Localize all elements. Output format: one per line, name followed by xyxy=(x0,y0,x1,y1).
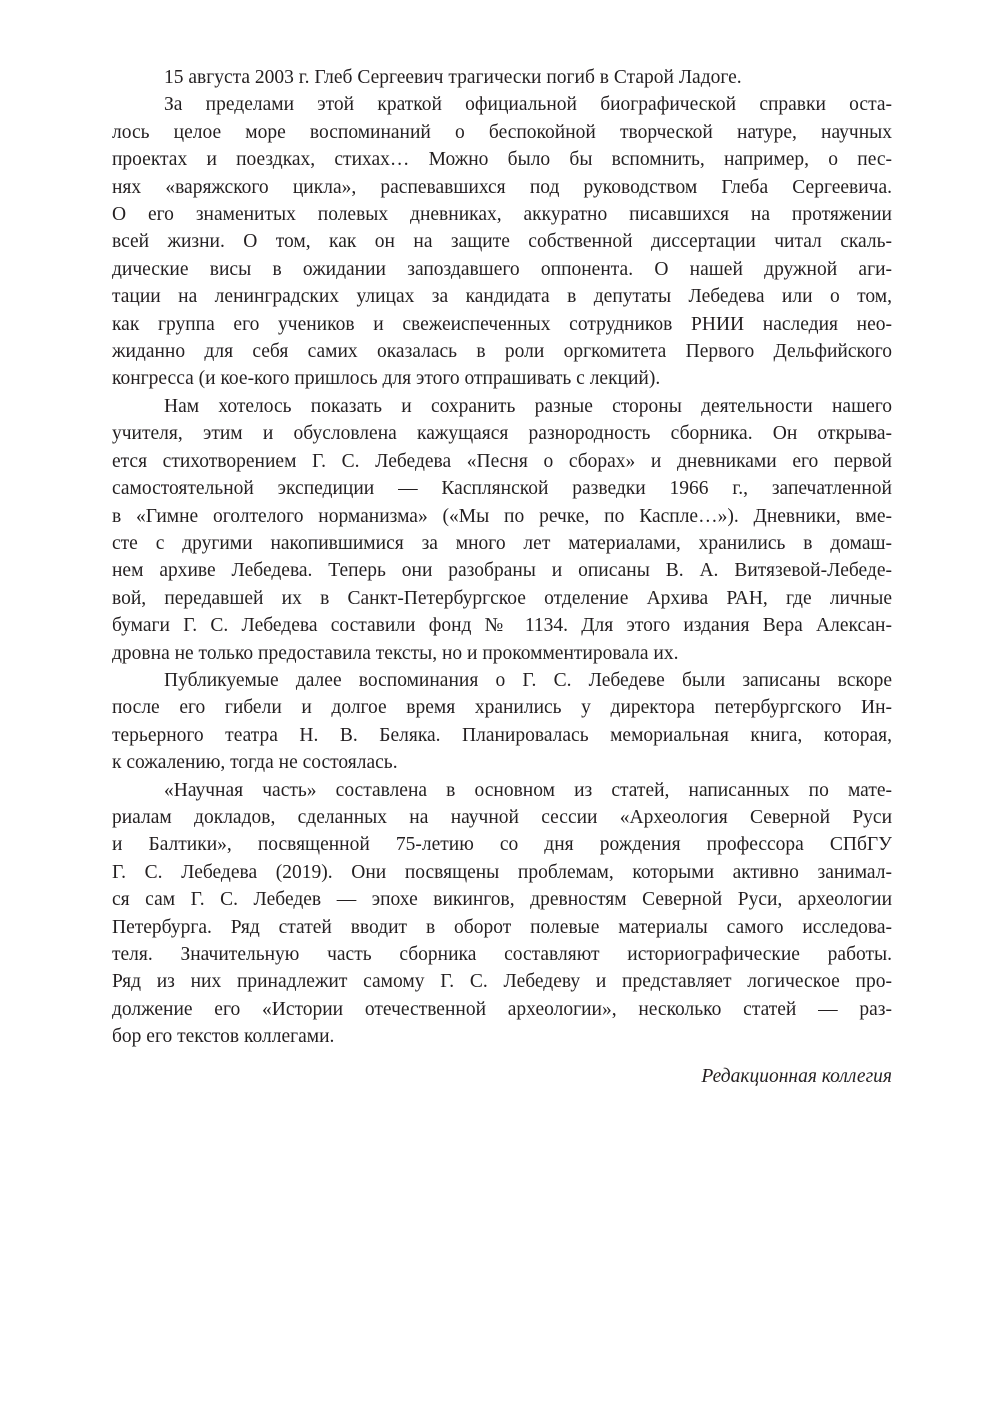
text-line: 15 августа 2003 г. Глеб Сергеевич трагически погиб в Старой Ладоге. xyxy=(164,67,742,88)
paragraph xyxy=(112,667,892,777)
text-line: Нам хотелось показать и сохранить разные стороны деятельности нашего xyxy=(164,395,892,417)
text-line: бор его текстов коллегами. xyxy=(112,1026,335,1048)
text-line: должение его «Истории отечественной археологии», несколько статей — раз- xyxy=(112,998,892,1020)
text-line: как группа его учеников и свежеиспеченных сотрудников РНИИ наследия нео- xyxy=(112,313,892,335)
text-line: самостоятельной экспедиции — Касплянской разведки 1966 г., запечатленной xyxy=(112,478,892,500)
text-line: проектах и поездках, стихах… Можно было бы вспомнить, например, о пес- xyxy=(112,149,892,171)
text-line: сте с другими накопившимися за много лет материалами, хранились в домаш- xyxy=(112,532,892,554)
text-line: риалам докладов, сделанных на научной сессии «Археология Северной Руси xyxy=(112,806,892,828)
text-line: Ряд из них принадлежит самому Г. С. Лебедеву и представляет логическое про- xyxy=(112,971,892,993)
text-line: О его знаменитых полевых дневниках, аккуратно писавшихся на протяжении xyxy=(112,204,892,226)
text-line: после его гибели и долгое время хранились у директора петербургского Ин- xyxy=(112,697,892,719)
document-page xyxy=(112,64,892,1090)
text-line: Петербурга. Ряд статей вводит в оборот полевые материалы самого исследова- xyxy=(112,916,892,938)
paragraph xyxy=(112,64,892,91)
text-line: всей жизни. О том, как он на защите собственной диссертации читал скаль- xyxy=(112,231,892,253)
text-line: вой, передавшей их в Санкт-Петербургское отделение Архива РАН, где личные xyxy=(112,587,892,609)
text-line: За пределами этой краткой официальной биографической справки оста- xyxy=(164,94,892,116)
signature: Редакционная коллегия xyxy=(701,1065,892,1087)
text-line: Г. С. Лебедева (2019). Они посвящены проблемам, которыми активно занимал- xyxy=(112,861,892,883)
text-line: нем архиве Лебедева. Теперь они разобраны и описаны В. А. Витязевой-Лебеде- xyxy=(112,560,892,582)
text-line: и Балтики», посвященной 75-летию со дня рождения профессора СПбГУ xyxy=(112,834,892,856)
paragraph xyxy=(112,777,892,1051)
text-line: конгресса (и кое-кого пришлось для этого отпрашивать с лекций). xyxy=(112,368,661,390)
text-line: теля. Значительную часть сборника составляют историографические работы. xyxy=(112,944,892,965)
text-line: дические висы в ожидании запоздавшего оппонента. О нашей дружной аги- xyxy=(112,258,892,280)
text-line: терьерного театра Н. В. Беляка. Планировалась мемориальная книга, которая, xyxy=(112,724,892,746)
text-line: ся сам Г. С. Лебедев — эпохе викингов, древностям Северной Руси, археологии xyxy=(112,889,892,911)
text-line: Публикуемые далее воспоминания о Г. С. Лебедеве были записаны вскоре xyxy=(164,669,892,691)
paragraph xyxy=(112,393,892,667)
text-line: ется стихотворением Г. С. Лебедева «Песня о сборах» и дневниками его первой xyxy=(112,450,892,472)
text-line: лось целое море воспоминаний о беспокойной творческой натуре, научных xyxy=(112,121,892,143)
text-line: тации на ленинградских улицах за кандидата в депутаты Лебедева или о том, xyxy=(112,286,892,308)
text-line: «Научная часть» составлена в основном из статей, написанных по мате- xyxy=(164,779,892,801)
text-line: к сожалению, тогда не состоялась. xyxy=(112,752,398,774)
text-line: жиданно для себя самих оказалась в роли оргкомитета Первого Дельфийского xyxy=(112,341,892,363)
text-line: учителя, этим и обусловлена кажущаяся разнородность сборника. Он открыва- xyxy=(112,423,892,445)
text-line: в «Гимне оголтелого норманизма» («Мы по речке, по Каспле…»). Дневники, вме- xyxy=(112,505,892,527)
text-line: дровна не только предоставила тексты, но и прокомментировала их. xyxy=(112,642,679,664)
text-line: нях «варяжского цикла», распевавшихся под руководством Глеба Сергеевича. xyxy=(112,176,892,198)
text-line: бумаги Г. С. Лебедева составили фонд № 1134. Для этого издания Вера Алексан- xyxy=(112,615,892,637)
paragraph xyxy=(112,91,892,392)
